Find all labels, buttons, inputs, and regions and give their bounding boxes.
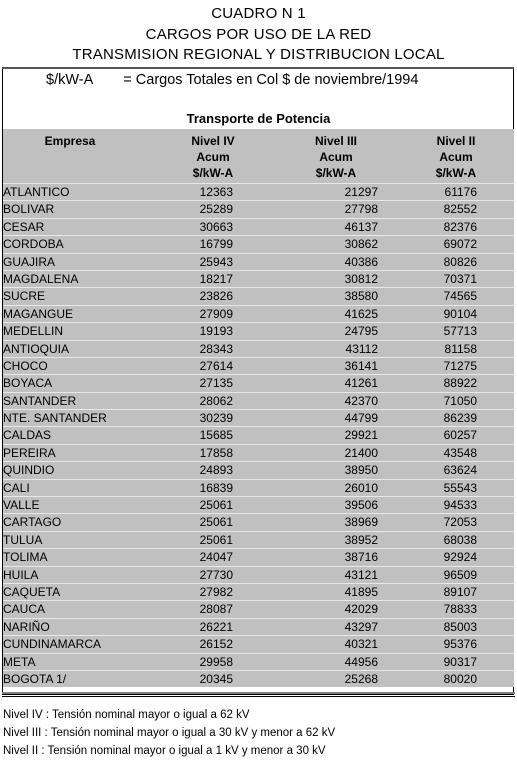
header-nivel-iii: [296, 133, 376, 181]
cell-empresa: TOLIMA: [3, 550, 48, 565]
cell-empresa: HUILA: [3, 567, 39, 582]
cell-nivel-ii: 90317: [443, 654, 477, 669]
cell-empresa: GUAJIRA: [3, 254, 56, 269]
cell-nivel-ii: 95376: [443, 637, 477, 652]
cell-nivel-iv: 30663: [199, 219, 233, 234]
cell-empresa: CARTAGO: [3, 515, 62, 530]
table-row: [3, 270, 514, 287]
cell-nivel-iv: 26152: [199, 637, 233, 652]
table-row: [3, 600, 514, 617]
cell-empresa: NTE. SANTANDER: [3, 411, 107, 426]
cell-nivel-iii: 44799: [344, 411, 378, 426]
cell-nivel-iii: 41625: [344, 306, 378, 321]
table-header: [3, 129, 514, 183]
cell-nivel-ii: 60257: [443, 428, 477, 443]
header-nivel-ii-line2: Acum: [439, 150, 473, 164]
header-empresa: Empresa: [44, 134, 96, 148]
cell-nivel-iii: 21400: [344, 445, 378, 460]
cell-nivel-iv: 28343: [199, 341, 233, 356]
cell-nivel-iv: 25061: [199, 498, 233, 513]
cell-empresa: CORDOBA: [3, 237, 64, 252]
cell-nivel-ii: 92924: [443, 550, 477, 565]
table-row: [3, 444, 514, 461]
cell-empresa: MEDELLIN: [3, 324, 64, 339]
cell-nivel-iv: 27909: [199, 306, 233, 321]
cell-nivel-ii: 63624: [443, 463, 477, 478]
table-row: [3, 287, 514, 304]
cell-nivel-iii: 24795: [344, 324, 378, 339]
cell-empresa: CUNDINAMARCA: [3, 637, 102, 652]
cell-nivel-iii: 38716: [344, 550, 378, 565]
cell-empresa: SANTANDER: [3, 393, 77, 408]
cell-nivel-ii: 82376: [443, 219, 477, 234]
cell-nivel-ii: 71050: [443, 393, 477, 408]
cell-nivel-iii: 39506: [344, 498, 378, 513]
cell-empresa: MAGANGUE: [3, 306, 74, 321]
cell-nivel-ii: 74565: [443, 289, 477, 304]
cell-nivel-iii: 30812: [344, 271, 378, 286]
cell-empresa: VALLE: [3, 498, 40, 513]
cell-nivel-iii: 21297: [344, 185, 378, 199]
cell-nivel-ii: 72053: [443, 515, 477, 530]
cell-nivel-iv: 28087: [199, 602, 233, 617]
cell-nivel-ii: 78833: [443, 602, 477, 617]
header-nivel-iii-line1: Nivel III: [314, 134, 358, 148]
table-row: [3, 618, 514, 635]
cell-nivel-iii: 41261: [344, 376, 378, 391]
cell-nivel-ii: 88922: [443, 376, 477, 391]
table-row: [3, 218, 514, 235]
footnote-nivel-iv: Nivel IV : Tensión nominal mayor o igual a 62 kV: [3, 709, 250, 721]
header-nivel-ii-line1: Nivel II: [436, 134, 476, 148]
cell-nivel-iv: 23826: [199, 289, 233, 304]
bottom-rule-thin: [2, 696, 515, 697]
cell-nivel-iii: 41895: [344, 584, 378, 599]
table-row: [3, 253, 514, 270]
table-row: [3, 409, 514, 426]
title-line-2: CARGOS POR USO DE LA RED: [145, 25, 372, 43]
table-row: [3, 235, 514, 252]
cell-empresa: CALI: [3, 480, 30, 495]
cell-nivel-iii: 43297: [344, 619, 378, 634]
header-nivel-iv-line2: Acum: [196, 150, 230, 164]
table-row: [3, 374, 514, 391]
cell-nivel-ii: 69072: [443, 237, 477, 252]
table-row: [3, 670, 514, 687]
table-row: [3, 340, 514, 357]
cell-nivel-ii: 90104: [443, 306, 477, 321]
cell-nivel-iii: 42370: [344, 393, 378, 408]
cell-nivel-ii: 94533: [443, 498, 477, 513]
cell-nivel-iv: 16799: [199, 237, 233, 252]
cell-nivel-ii: 70371: [443, 271, 477, 286]
cell-empresa: ANTIOQUIA: [3, 341, 70, 356]
cell-nivel-iv: 12363: [199, 185, 233, 199]
cell-nivel-iv: 27982: [199, 584, 233, 599]
table-row: [3, 513, 514, 530]
header-nivel-iii-line2: Acum: [319, 150, 353, 164]
cell-empresa: CAUCA: [3, 602, 46, 617]
cell-nivel-iii: 26010: [344, 480, 378, 495]
cell-nivel-iv: 19193: [199, 324, 233, 339]
cell-nivel-ii: 86239: [443, 411, 477, 426]
cell-nivel-iii: 38950: [344, 463, 378, 478]
table-row: [3, 305, 514, 322]
cell-nivel-ii: 57713: [443, 324, 477, 339]
table-row: [3, 531, 514, 548]
units-label: $/kW-A: [46, 72, 94, 88]
cell-nivel-iii: 38580: [344, 289, 378, 304]
cell-nivel-iv: 15685: [199, 428, 233, 443]
frame-top-rule: [2, 67, 514, 69]
table-row: [3, 357, 514, 374]
cell-nivel-iii: 43121: [344, 567, 378, 582]
cell-nivel-iv: 24047: [199, 550, 233, 565]
cell-nivel-ii: 71275: [443, 358, 477, 373]
cell-empresa: PEREIRA: [3, 445, 56, 460]
cell-nivel-iii: 25268: [344, 671, 378, 686]
cell-empresa: MAGDALENA: [3, 271, 79, 286]
cell-nivel-ii: 85003: [443, 619, 477, 634]
cell-nivel-iii: 29921: [344, 428, 378, 443]
footnote-nivel-ii: Nivel II : Tensión nominal mayor o igual a 1 kV y menor a 30 kV: [3, 745, 326, 757]
header-nivel-ii: [416, 133, 496, 181]
document-title: [0, 4, 517, 66]
cell-nivel-iii: 38969: [344, 515, 378, 530]
footnotes: [3, 706, 335, 760]
cell-nivel-iv: 30239: [199, 411, 233, 426]
cell-empresa: BOGOTA 1/: [3, 671, 67, 686]
cell-nivel-ii: 43548: [443, 445, 477, 460]
cell-nivel-iii: 30862: [344, 237, 378, 252]
cell-empresa: CAQUETA: [3, 584, 61, 599]
cell-nivel-iv: 29958: [199, 654, 233, 669]
table-row: [3, 322, 514, 339]
table-row: [3, 426, 514, 443]
cell-nivel-ii: 96509: [443, 567, 477, 582]
cell-empresa: QUINDIO: [3, 463, 55, 478]
header-nivel-ii-line3: $/kW-A: [435, 166, 477, 180]
cell-nivel-iii: 46137: [344, 219, 378, 234]
cell-nivel-iv: 27730: [199, 567, 233, 582]
table-body: [3, 183, 514, 687]
cell-nivel-iii: 43112: [345, 341, 378, 356]
cell-nivel-iv: 27135: [199, 376, 233, 391]
units-line: [46, 72, 418, 88]
cell-empresa: META: [3, 654, 36, 669]
title-line-3: TRANSMISION REGIONAL Y DISTRIBUCION LOCAL: [72, 46, 445, 63]
cell-nivel-iv: 27614: [199, 358, 233, 373]
units-definition: = Cargos Totales en Col $ de noviembre/1994: [123, 72, 419, 88]
cell-nivel-iii: 36141: [344, 358, 378, 373]
cell-empresa: BOLIVAR: [3, 202, 55, 217]
cell-nivel-iv: 25061: [199, 532, 233, 547]
header-nivel-iv-line3: $/kW-A: [192, 166, 234, 180]
cell-empresa: CHOCO: [3, 358, 48, 373]
bottom-rule: [2, 692, 515, 694]
table-row: [3, 392, 514, 409]
cell-empresa: CESAR: [3, 219, 45, 234]
section-title: Transporte de Potencia: [186, 111, 331, 126]
cell-nivel-ii: 55543: [443, 480, 477, 495]
cell-nivel-iv: 28062: [199, 393, 233, 408]
cell-empresa: ATLANTICO: [3, 185, 70, 199]
cell-nivel-iv: 16839: [199, 480, 233, 495]
cell-nivel-iv: 26221: [199, 619, 233, 634]
table-row: [3, 461, 514, 478]
table-row: [3, 566, 514, 583]
cell-nivel-iv: 18217: [199, 271, 233, 286]
title-line-1: CUADRO N 1: [211, 5, 306, 22]
cell-nivel-iv: 20345: [199, 671, 233, 686]
cell-empresa: CALDAS: [3, 428, 52, 443]
table-row: [3, 653, 514, 670]
table-row: [3, 583, 514, 600]
table-row: [3, 548, 514, 565]
header-nivel-iv-line1: Nivel IV: [191, 134, 235, 148]
cell-nivel-iii: 27798: [344, 202, 378, 217]
cell-nivel-iii: 40321: [344, 637, 378, 652]
header-nivel-iii-line3: $/kW-A: [315, 166, 357, 180]
table-row: [3, 635, 514, 652]
cell-nivel-ii: 80826: [443, 254, 477, 269]
cell-nivel-iv: 25943: [199, 254, 233, 269]
cell-nivel-ii: 80020: [443, 671, 477, 686]
table-row: [3, 479, 514, 496]
cell-nivel-iii: 38952: [344, 532, 378, 547]
footnote-nivel-iii: Nivel III : Tensión nominal mayor o igual a 30 kV y menor a 62 kV: [3, 727, 336, 739]
cell-empresa: SUCRE: [3, 289, 46, 304]
cell-nivel-ii: 89107: [443, 584, 477, 599]
cell-empresa: BOYACA: [3, 376, 53, 391]
table-row: [3, 200, 514, 217]
cell-nivel-iv: 25061: [199, 515, 233, 530]
cell-nivel-iii: 44956: [344, 654, 378, 669]
cell-nivel-iii: 42029: [344, 602, 378, 617]
cell-nivel-ii: 82552: [443, 202, 477, 217]
table-row: [3, 183, 514, 200]
cell-nivel-ii: 81158: [444, 341, 477, 356]
cell-nivel-ii: 61176: [444, 185, 477, 199]
cell-empresa: TULUA: [3, 532, 43, 547]
cell-nivel-iii: 40386: [344, 254, 378, 269]
cell-nivel-ii: 68038: [443, 532, 477, 547]
table-row: [3, 496, 514, 513]
cell-nivel-iv: 25289: [199, 202, 233, 217]
cell-empresa: NARIÑO: [3, 619, 50, 634]
cell-nivel-iv: 24893: [199, 463, 233, 478]
header-nivel-iv: [173, 133, 253, 181]
cell-nivel-iv: 17858: [199, 445, 233, 460]
